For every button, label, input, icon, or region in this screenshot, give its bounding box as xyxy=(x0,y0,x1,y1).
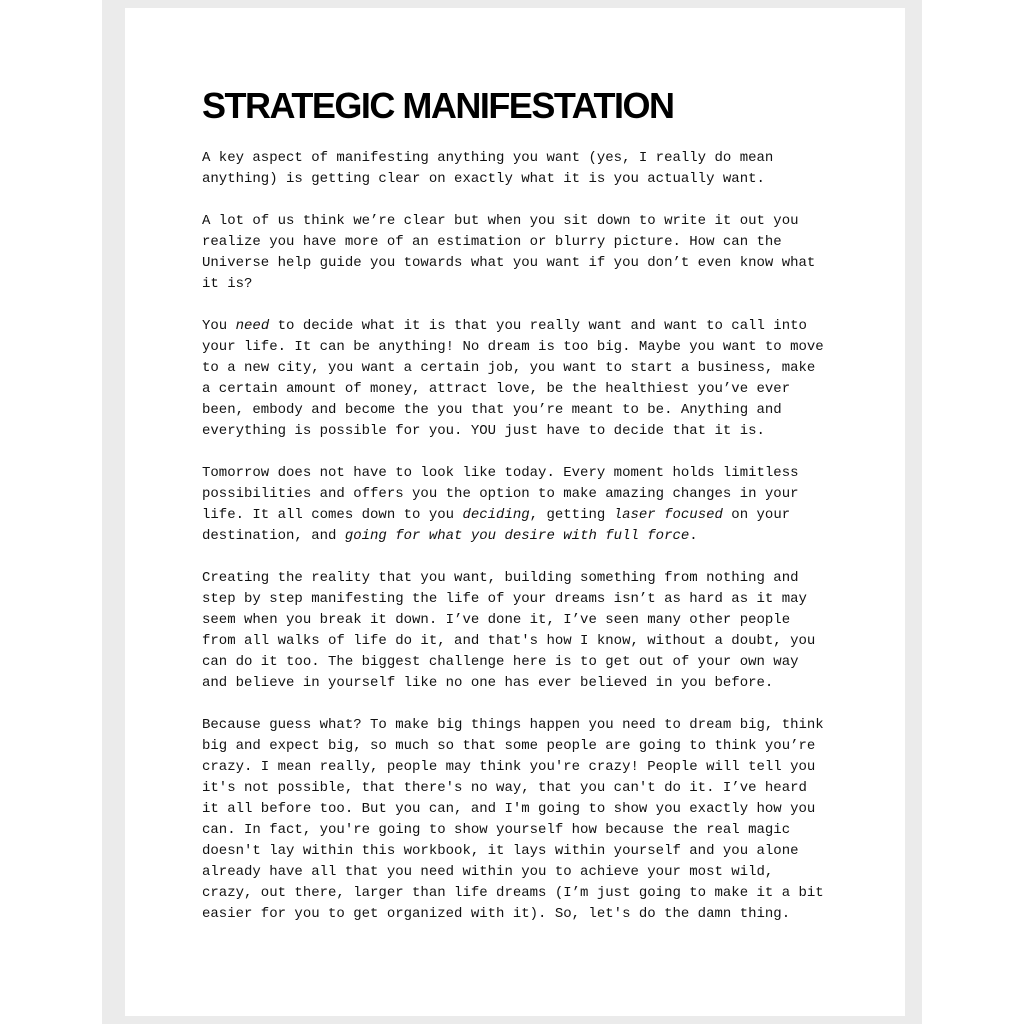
text-run: it is? xyxy=(202,276,253,292)
text-run: big and expect big, so much so that some people are going to think you’re xyxy=(202,738,816,754)
text-run: A key aspect of manifesting anything you want (yes, I really do mean xyxy=(202,150,774,166)
text-line xyxy=(202,715,842,736)
text-run: crazy, out there, larger than life dreams (I’m just going to make it a bit xyxy=(202,885,824,901)
text-line xyxy=(202,316,842,337)
document-page xyxy=(125,8,905,1016)
text-run: Universe help guide you towards what you want if you don’t even know what xyxy=(202,255,816,271)
text-run: Tomorrow does not have to look like today. Every moment holds limitless xyxy=(202,465,799,481)
text-run: it all before too. But you can, and I'm going to show you exactly how you xyxy=(202,801,816,817)
paragraph xyxy=(202,568,842,694)
text-run: life. It all comes down to you xyxy=(202,507,463,523)
text-run: a certain amount of money, attract love, be the healthiest you’ve ever xyxy=(202,381,791,397)
text-run: can. In fact, you're going to show yourself how because the real magic xyxy=(202,822,791,838)
text-line xyxy=(202,904,842,925)
text-run: easier for you to get organized with it). So, let's do the damn thing. xyxy=(202,906,791,922)
emphasis-text: laser focused xyxy=(613,507,723,523)
text-line xyxy=(202,736,842,757)
emphasis-text: need xyxy=(235,318,270,334)
paragraph xyxy=(202,715,842,925)
paragraph xyxy=(202,316,842,442)
text-run: to decide what it is that you really want and want to call into xyxy=(269,318,807,334)
emphasis-text: going for what you desire with full force xyxy=(344,528,690,544)
paragraph xyxy=(202,463,842,547)
text-run: possibilities and offers you the option to make amazing changes in your xyxy=(202,486,799,502)
text-line xyxy=(202,484,842,505)
text-line xyxy=(202,232,842,253)
text-line xyxy=(202,652,842,673)
text-line xyxy=(202,169,842,190)
text-run: to a new city, you want a certain job, you want to start a business, make xyxy=(202,360,816,376)
text-line xyxy=(202,757,842,778)
text-run: already have all that you need within you to achieve your most wild, xyxy=(202,864,774,880)
text-line xyxy=(202,841,842,862)
text-line xyxy=(202,274,842,295)
paragraph xyxy=(202,148,842,190)
text-run: on your xyxy=(722,507,791,523)
text-line xyxy=(202,568,842,589)
text-line xyxy=(202,799,842,820)
text-run: You xyxy=(202,318,236,334)
text-line xyxy=(202,211,842,232)
text-run: doesn't lay within this workbook, it lays within yourself and you alone xyxy=(202,843,799,859)
text-run: from all walks of life do it, and that's how I know, without a doubt, you xyxy=(202,633,816,649)
page-title: STRATEGIC MANIFESTATION xyxy=(202,85,674,126)
text-line xyxy=(202,421,842,442)
text-line xyxy=(202,526,842,547)
text-line xyxy=(202,589,842,610)
text-line xyxy=(202,379,842,400)
text-run: everything is possible for you. YOU just have to decide that it is. xyxy=(202,423,765,439)
document-body xyxy=(202,148,842,946)
text-line xyxy=(202,337,842,358)
text-line xyxy=(202,400,842,421)
text-line xyxy=(202,463,842,484)
text-run: seem when you break it down. I’ve done it, I’ve seen many other people xyxy=(202,612,791,628)
text-run: can do it too. The biggest challenge here is to get out of your own way xyxy=(202,654,799,670)
text-run: anything) is getting clear on exactly what it is you actually want. xyxy=(202,171,765,187)
emphasis-text: deciding xyxy=(462,507,530,523)
text-run: A lot of us think we’re clear but when you sit down to write it out you xyxy=(202,213,799,229)
text-run: . xyxy=(689,528,698,544)
text-line xyxy=(202,862,842,883)
text-run: been, embody and become the you that you’re meant to be. Anything and xyxy=(202,402,782,418)
text-run: , getting xyxy=(529,507,614,523)
text-line xyxy=(202,148,842,169)
text-line xyxy=(202,358,842,379)
text-run: it's not possible, that there's no way, that you can't do it. I’ve heard xyxy=(202,780,807,796)
text-line xyxy=(202,673,842,694)
text-line xyxy=(202,610,842,631)
text-line xyxy=(202,631,842,652)
text-run: your life. It can be anything! No dream is too big. Maybe you want to move xyxy=(202,339,824,355)
text-run: crazy. I mean really, people may think you're crazy! People will tell you xyxy=(202,759,816,775)
text-line xyxy=(202,778,842,799)
text-line xyxy=(202,883,842,904)
text-run: step by step manifesting the life of your dreams isn’t as hard as it may xyxy=(202,591,807,607)
text-run: and believe in yourself like no one has ever believed in you before. xyxy=(202,675,774,691)
text-run: destination, and xyxy=(202,528,345,544)
text-line xyxy=(202,505,842,526)
text-run: realize you have more of an estimation or blurry picture. How can the xyxy=(202,234,782,250)
page-background xyxy=(102,0,922,1024)
text-line xyxy=(202,253,842,274)
text-line xyxy=(202,820,842,841)
text-run: Creating the reality that you want, building something from nothing and xyxy=(202,570,799,586)
text-run: Because guess what? To make big things happen you need to dream big, think xyxy=(202,717,824,733)
paragraph xyxy=(202,211,842,295)
